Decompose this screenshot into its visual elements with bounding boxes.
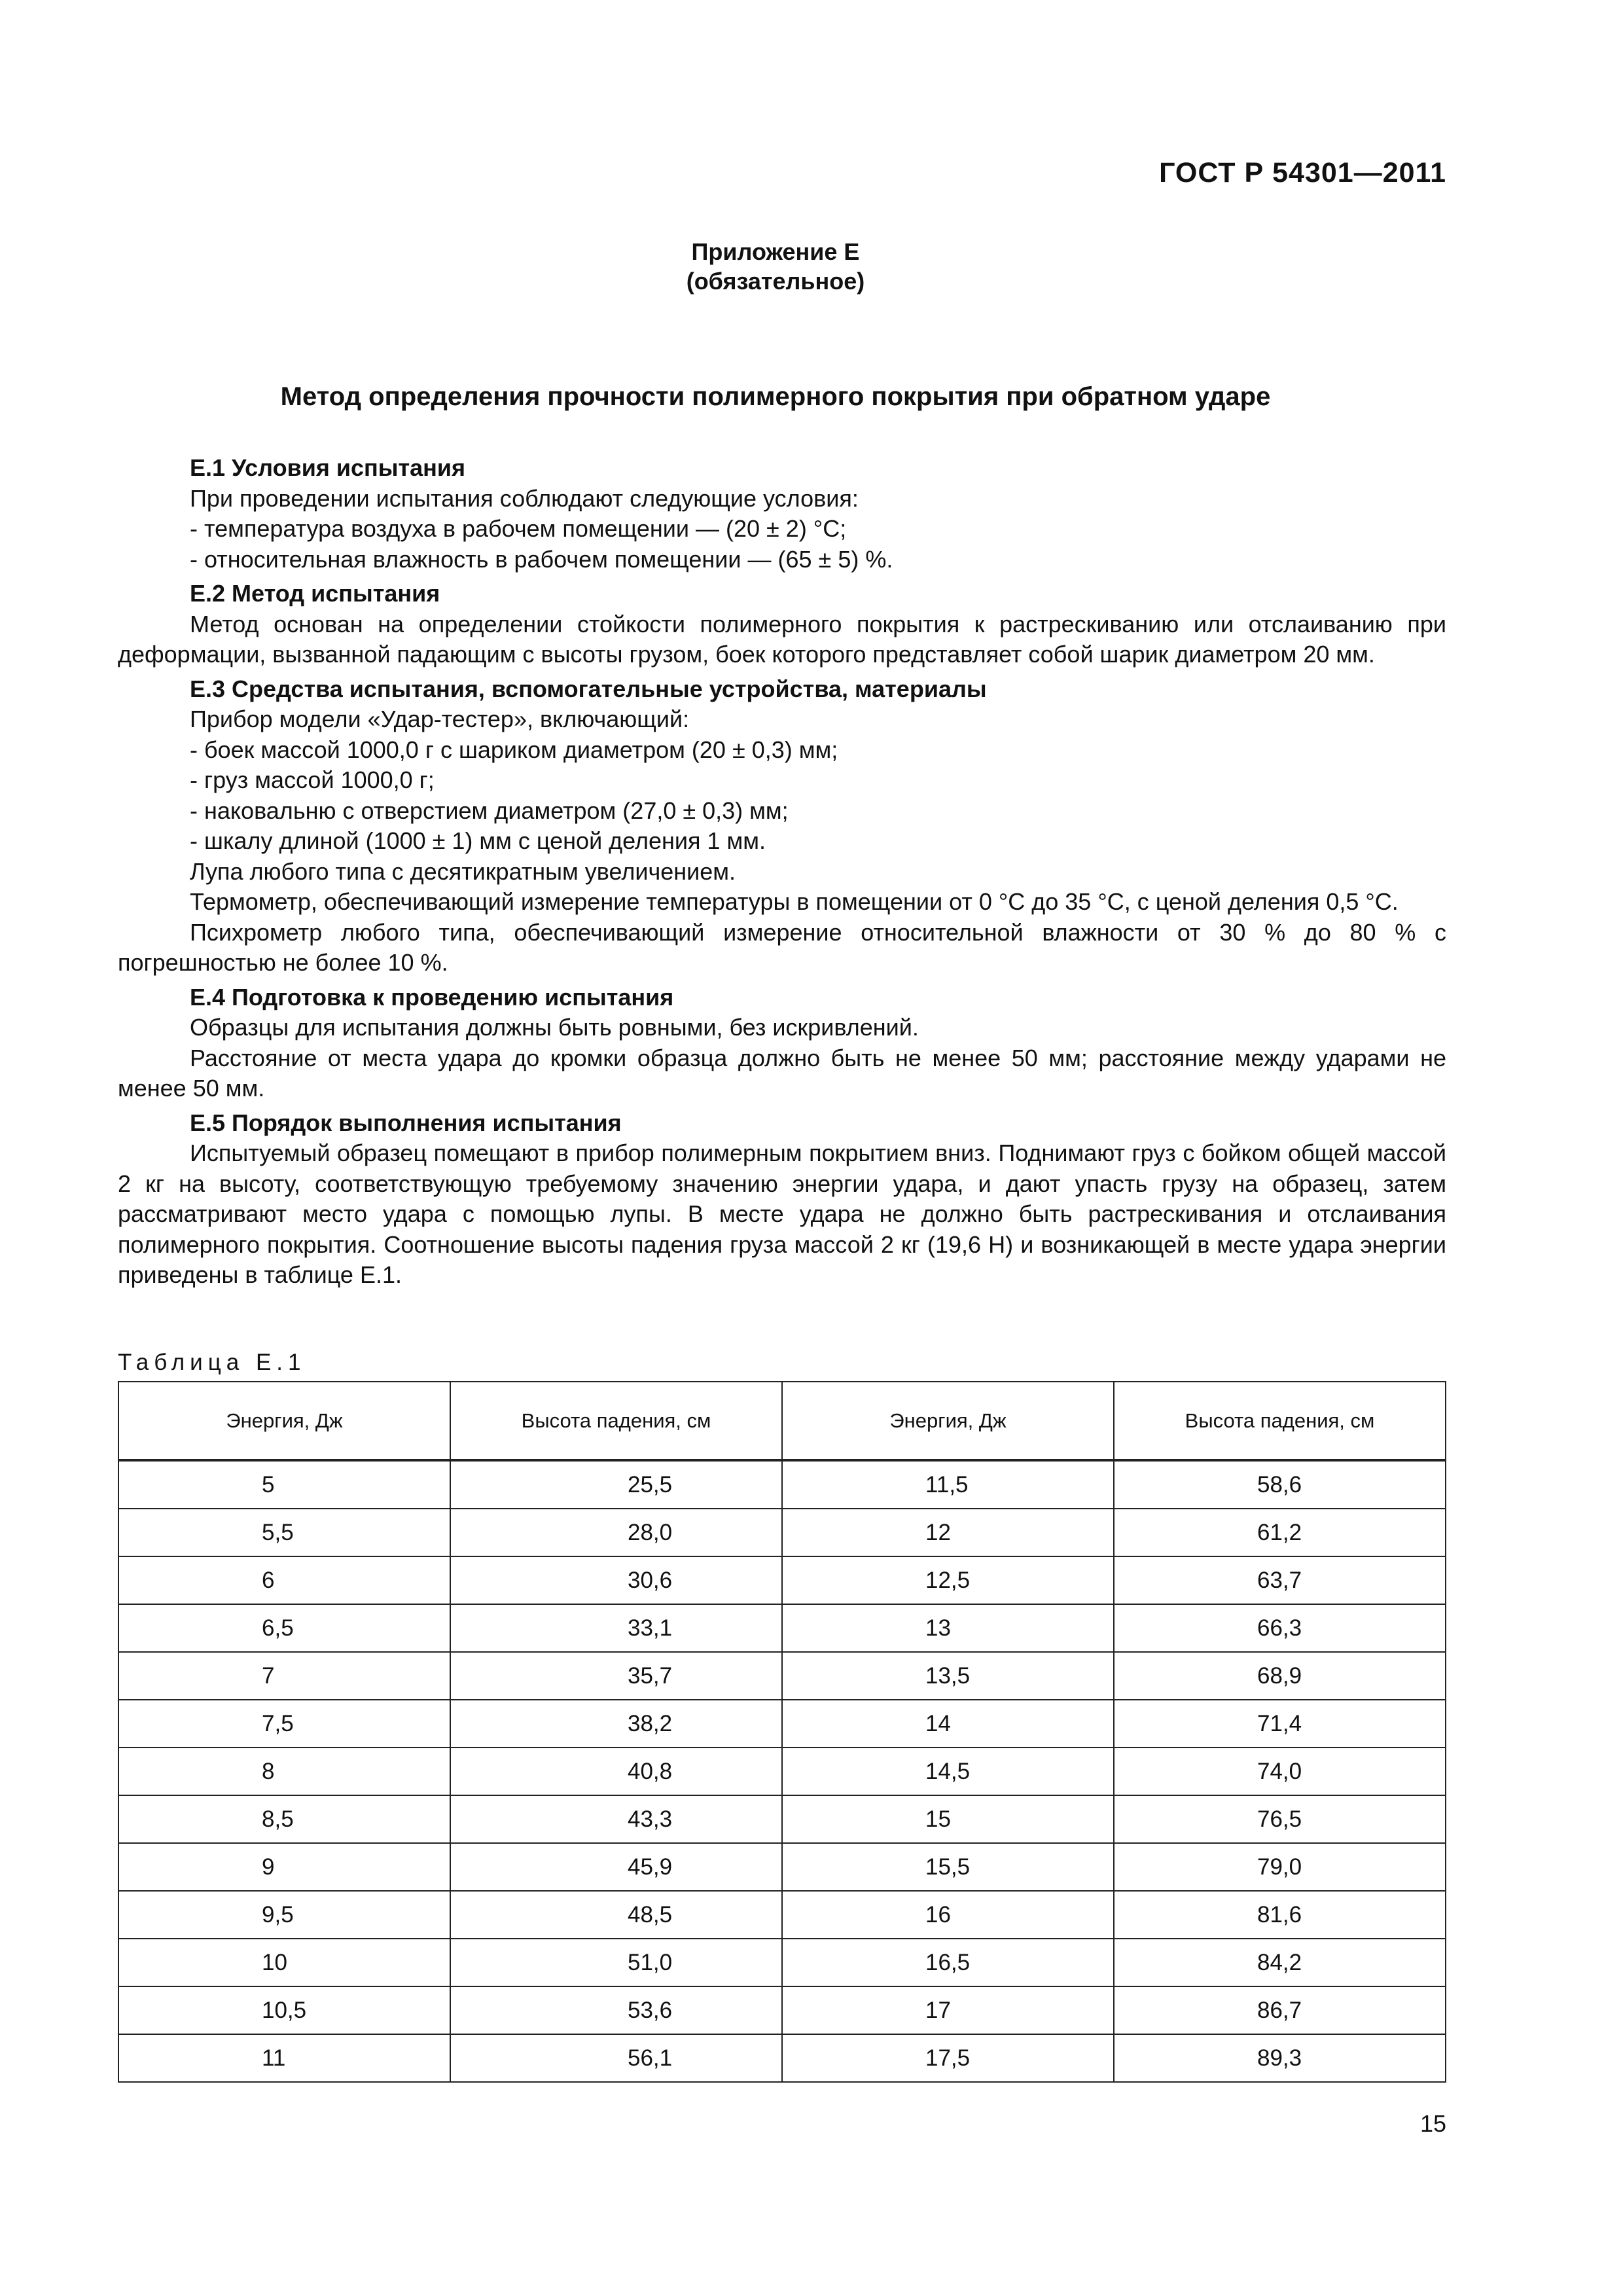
table-row [118,1986,1446,2034]
table-cell: 48,5 [450,1891,782,1939]
section-e1-item: - температура воздуха в рабочем помещении — (20 ± 2) °С; [190,515,847,542]
section-e3-item: - наковальню с отверстием диаметром (27,0 ± 0,3) мм; [190,797,789,824]
table-header-row [118,1382,1446,1460]
table-cell: 43,3 [450,1795,782,1843]
table-cell: 33,1 [450,1604,782,1652]
table-cell: 45,9 [450,1843,782,1891]
table-cell: 16 [782,1891,1114,1939]
table-cell: 13,5 [782,1652,1114,1700]
table-row [118,2034,1446,2082]
table-cell: 15 [782,1795,1114,1843]
table-row [118,1604,1446,1652]
table-cell: 89,3 [1114,2034,1446,2082]
standard-code: ГОСТ Р 54301—2011 [1159,157,1446,188]
table-row [118,1652,1446,1700]
table-row [118,1748,1446,1795]
table-cell: 7,5 [118,1700,450,1748]
table-cell: 6 [118,1556,450,1604]
table-cell: 17,5 [782,2034,1114,2082]
section-e4-heading: Е.4 Подготовка к проведению испытания [190,983,674,1011]
section-e1-intro: При проведении испытания соблюдают следующие условия: [190,484,859,512]
document-body [118,449,1446,1291]
section-e4-paragraph: Расстояние от места удара до кромки образца должно быть не менее 50 мм; расстояние между ударами не менее 50 мм. [118,1044,1446,1102]
table-cell: 40,8 [450,1748,782,1795]
table-cell: 84,2 [1114,1939,1446,1986]
section-e3-paragraph: Термометр, обеспечивающий измерение температуры в помещении от 0 °С до 35 °С, с ценой деления 0,5 °С. [190,888,1399,915]
table-cell: 79,0 [1114,1843,1446,1891]
annex-title: Приложение Е [691,238,860,265]
section-e3-item: - шкалу длиной (1000 ± 1) мм с ценой деления 1 мм. [190,827,766,854]
table-row [118,1509,1446,1556]
table-cell: 10 [118,1939,450,1986]
table-header-cell: Энергия, Дж [782,1382,1114,1460]
table-row [118,1939,1446,1986]
table-cell: 11 [118,2034,450,2082]
table-cell: 8 [118,1748,450,1795]
document-title: Метод определения прочности полимерного покрытия при обратном ударе [280,382,1271,411]
energy-height-table [118,1381,1446,2083]
table-cell: 58,6 [1114,1460,1446,1509]
table-cell: 17 [782,1986,1114,2034]
table-cell: 11,5 [782,1460,1114,1509]
table-cell: 51,0 [450,1939,782,1986]
section-e5-text: Испытуемый образец помещают в прибор полимерным покрытием вниз. Поднимают груз с бойком общей массой 2 кг на высоту, соответствующую требуемому значению энергии удара, и дают упасть грузу на образец, затем рассматривают место удара с помощью лупы. В месте удара не должно быть растрескивания и отслаивания полимерного покрытия. Соотношение высоты падения груза массой 2 кг (19,6 Н) и возникающей в месте удара энергии приведены в таблице Е.1. [118,1139,1446,1288]
section-e3-intro: Прибор модели «Удар-тестер», включающий: [190,706,690,732]
table-cell: 6,5 [118,1604,450,1652]
table-cell: 15,5 [782,1843,1114,1891]
table-cell: 5,5 [118,1509,450,1556]
section-e3-item: - груз массой 1000,0 г; [190,766,435,793]
section-e2-heading: Е.2 Метод испытания [190,580,440,607]
table-cell: 68,9 [1114,1652,1446,1700]
table-cell: 61,2 [1114,1509,1446,1556]
section-e4-paragraph: Образцы для испытания должны быть ровными, без искривлений. [190,1014,919,1041]
table-cell: 35,7 [450,1652,782,1700]
table-cell: 63,7 [1114,1556,1446,1604]
table-cell: 56,1 [450,2034,782,2082]
table-cell: 53,6 [450,1986,782,2034]
table-cell: 12,5 [782,1556,1114,1604]
table-header-cell: Энергия, Дж [118,1382,450,1460]
table-cell: 16,5 [782,1939,1114,1986]
table-header-cell: Высота падения, см [1114,1382,1446,1460]
table-cell: 66,3 [1114,1604,1446,1652]
section-e3-paragraph: Психрометр любого типа, обеспечивающий измерение относительной влажности от 30 % до 80 % с погрешностью не более 10 %. [118,918,1446,976]
section-e1-item: - относительная влажность в рабочем помещении — (65 ± 5) %. [190,545,893,573]
table-header-cell: Высота падения, см [450,1382,782,1460]
table-cell: 25,5 [450,1460,782,1509]
section-e5-heading: Е.5 Порядок выполнения испытания [190,1109,622,1136]
table-caption: Таблица Е.1 [118,1350,306,1375]
table-cell: 9 [118,1843,450,1891]
table-cell: 86,7 [1114,1986,1446,2034]
table-cell: 14 [782,1700,1114,1748]
table-row [118,1700,1446,1748]
section-e3-paragraph: Лупа любого типа с десятикратным увеличением. [190,857,736,885]
section-e3-item: - боек массой 1000,0 г с шариком диаметром (20 ± 0,3) мм; [190,736,838,763]
table-cell: 8,5 [118,1795,450,1843]
table-row [118,1843,1446,1891]
annex-heading [0,237,1551,296]
table-cell: 5 [118,1460,450,1509]
section-e3-heading: Е.3 Средства испытания, вспомогательные устройства, материалы [190,675,987,702]
table-row [118,1891,1446,1939]
table-cell: 74,0 [1114,1748,1446,1795]
table-cell: 13 [782,1604,1114,1652]
table-cell: 38,2 [450,1700,782,1748]
annex-status: (обязательное) [686,268,865,295]
table-cell: 71,4 [1114,1700,1446,1748]
page-number: 15 [1419,2110,1446,2137]
section-e2-text: Метод основан на определении стойкости полимерного покрытия к растрескиванию или отслаиванию при деформации, вызванной падающим с высоты грузом, боек которого представляет собой шарик диаметром 20 мм. [118,610,1446,668]
table-cell: 28,0 [450,1509,782,1556]
table-cell: 7 [118,1652,450,1700]
table-cell: 81,6 [1114,1891,1446,1939]
table-row [118,1556,1446,1604]
table-row [118,1795,1446,1843]
table-cell: 30,6 [450,1556,782,1604]
table-cell: 12 [782,1509,1114,1556]
table-cell: 14,5 [782,1748,1114,1795]
table-cell: 10,5 [118,1986,450,2034]
table-cell: 9,5 [118,1891,450,1939]
section-e1-heading: Е.1 Условия испытания [190,454,466,481]
table-cell: 76,5 [1114,1795,1446,1843]
table-row [118,1460,1446,1509]
